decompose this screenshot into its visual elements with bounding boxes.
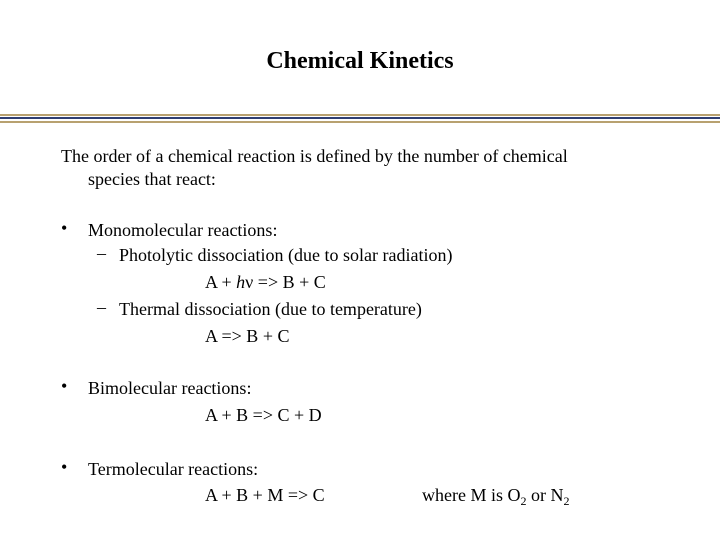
equation-photolytic (205, 270, 326, 294)
bullet-icon: • (61, 376, 68, 396)
title-rule-gold-bottom (0, 121, 720, 123)
item-photolytic-dissociation: Photolytic dissociation (due to solar radiation) (119, 245, 453, 265)
bullet-icon: • (61, 457, 68, 477)
note-prefix: where M is O (422, 485, 521, 505)
intro-line-2: species that react: (88, 169, 216, 189)
dash-icon: – (97, 243, 106, 263)
item-thermal-dissociation: Thermal dissociation (due to temperature) (119, 299, 422, 319)
intro-line-1: The order of a chemical reaction is defined by the number of chemical (61, 146, 568, 166)
equation-thermal: A => B + C (205, 326, 290, 346)
section-heading-bimolecular: Bimolecular reactions: (88, 378, 252, 398)
note-mid: or N (526, 485, 564, 505)
bullet-icon: • (61, 218, 68, 238)
title-rule-navy (0, 117, 720, 119)
note-subscript-1: 2 (520, 494, 527, 508)
slide-title: Chemical Kinetics (266, 48, 454, 74)
equation-bimolecular: A + B => C + D (205, 405, 322, 425)
section-heading-termolecular: Termolecular reactions: (88, 459, 259, 479)
dash-icon: – (97, 297, 106, 317)
equation-termolecular: A + B + M => C (205, 485, 325, 505)
equation-photolytic-pre: A + (205, 272, 237, 292)
title-rule-gold-top (0, 114, 720, 116)
section-heading-monomolecular: Monomolecular reactions: (88, 220, 278, 240)
note-subscript-2: 2 (563, 494, 570, 508)
equation-photolytic-h: h (236, 272, 246, 292)
equation-photolytic-post: ν => B + C (245, 272, 326, 292)
termolecular-note (422, 483, 569, 507)
